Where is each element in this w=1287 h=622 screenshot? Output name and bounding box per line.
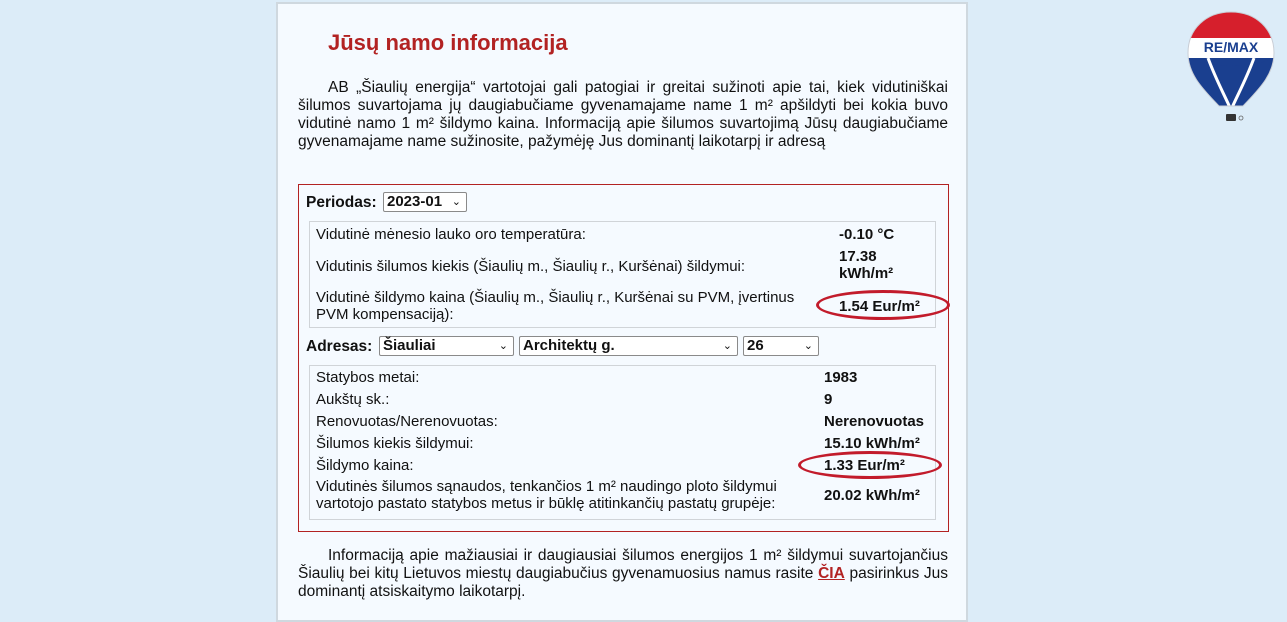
- group-consumption-label: Vidutinės šilumos sąnaudos, tenkančios 1 m² naudingo ploto šildymui vartotojo pastato statybos metus ir būklę atitinkančių pastatų grupėje:: [316, 478, 777, 512]
- heating-price-label: Šildymo kaina:: [316, 457, 414, 474]
- renovation-status-value: Nerenovuotas: [824, 413, 925, 430]
- period-select-value: 2023-01: [387, 193, 443, 210]
- street-select[interactable]: [519, 336, 738, 356]
- highlight-oval-building-price: [798, 451, 942, 479]
- chevron-down-icon: ⌄: [451, 196, 461, 208]
- address-label: Adresas:: [306, 338, 373, 355]
- period-label: Periodas:: [306, 194, 377, 211]
- remax-balloon-logo: [1186, 10, 1276, 128]
- average-temperature-value: -0.10 °C: [839, 226, 895, 243]
- construction-year-label: Statybos metai:: [316, 369, 420, 386]
- building-table: [309, 365, 936, 520]
- construction-year-value: 1983: [824, 369, 858, 386]
- house-number-select-value: 26: [747, 337, 764, 354]
- city-select[interactable]: [379, 336, 514, 356]
- street-select-value: Architektų g.: [523, 337, 615, 354]
- chevron-down-icon: ⌄: [803, 340, 813, 352]
- logo-brand-text: RE/MAX: [1203, 39, 1259, 55]
- house-number-select[interactable]: [743, 336, 819, 356]
- highlight-oval-average-price: [816, 290, 950, 320]
- footer-text-after: pasirinkus Jus dominantį atsiskaitymo laikotarpį.: [298, 565, 949, 600]
- info-box: [298, 184, 949, 532]
- intro-paragraph: AB „Šiaulių energija“ vartotojai gali patogiai ir greitai sužinoti apie tai, kiek vidutiniškai šilumos suvartojama jų daugiabučiame gyvenamajame name 1 m² apšildyti bei kokia buvo vidutinė namo 1 m² šildymo kaina. Informaciją apie šilumos suvartojimą Jūsų daugiabučiame gyvenamajame name sužinosite, pažymėję Jus dominantį laikotarpį ir adresą: [298, 79, 948, 150]
- floors-count-value: 9: [824, 391, 833, 408]
- city-select-value: Šiauliai: [383, 337, 436, 354]
- heat-amount-label: Šilumos kiekis šildymui:: [316, 435, 474, 452]
- chevron-down-icon: ⌄: [498, 340, 508, 352]
- page-title: Jūsų namo informacija: [328, 30, 568, 55]
- renovation-status-label: Renovuotas/Nerenovuotas:: [316, 413, 498, 430]
- heating-price-value: 1.33 Eur/m²: [824, 457, 905, 474]
- floors-count-label: Aukštų sk.:: [316, 391, 390, 408]
- average-heat-amount-label: Vidutinis šilumos kiekis (Šiaulių m., Šiaulių r., Kuršėnai) šildymui:: [316, 258, 746, 275]
- period-select[interactable]: [383, 192, 467, 212]
- average-heat-amount-value: 17.38 kWh/m²: [839, 248, 894, 282]
- average-heating-price-label: Vidutinė šildymo kaina (Šiaulių m., Šiaulių r., Kuršėnai su PVM, įvertinus PVM kompensaciją):: [316, 289, 795, 323]
- average-temperature-label: Vidutinė mėnesio lauko oro temperatūra:: [316, 226, 586, 243]
- average-heating-price-value: 1.54 Eur/m²: [839, 298, 920, 315]
- footer-text-before: Informaciją apie mažiausiai ir daugiausiai šilumos energijos 1 m² šildymui suvartojančius Šiaulių bei kitų Lietuvos miestų daugiabučius gyvenamuosius namus rasite: [298, 547, 948, 582]
- footer-paragraph: [298, 547, 948, 601]
- group-consumption-value: 20.02 kWh/m²: [824, 487, 920, 504]
- heat-amount-value: 15.10 kWh/m²: [824, 435, 920, 452]
- chevron-down-icon: ⌄: [722, 340, 732, 352]
- cia-link[interactable]: ČIA: [818, 565, 845, 582]
